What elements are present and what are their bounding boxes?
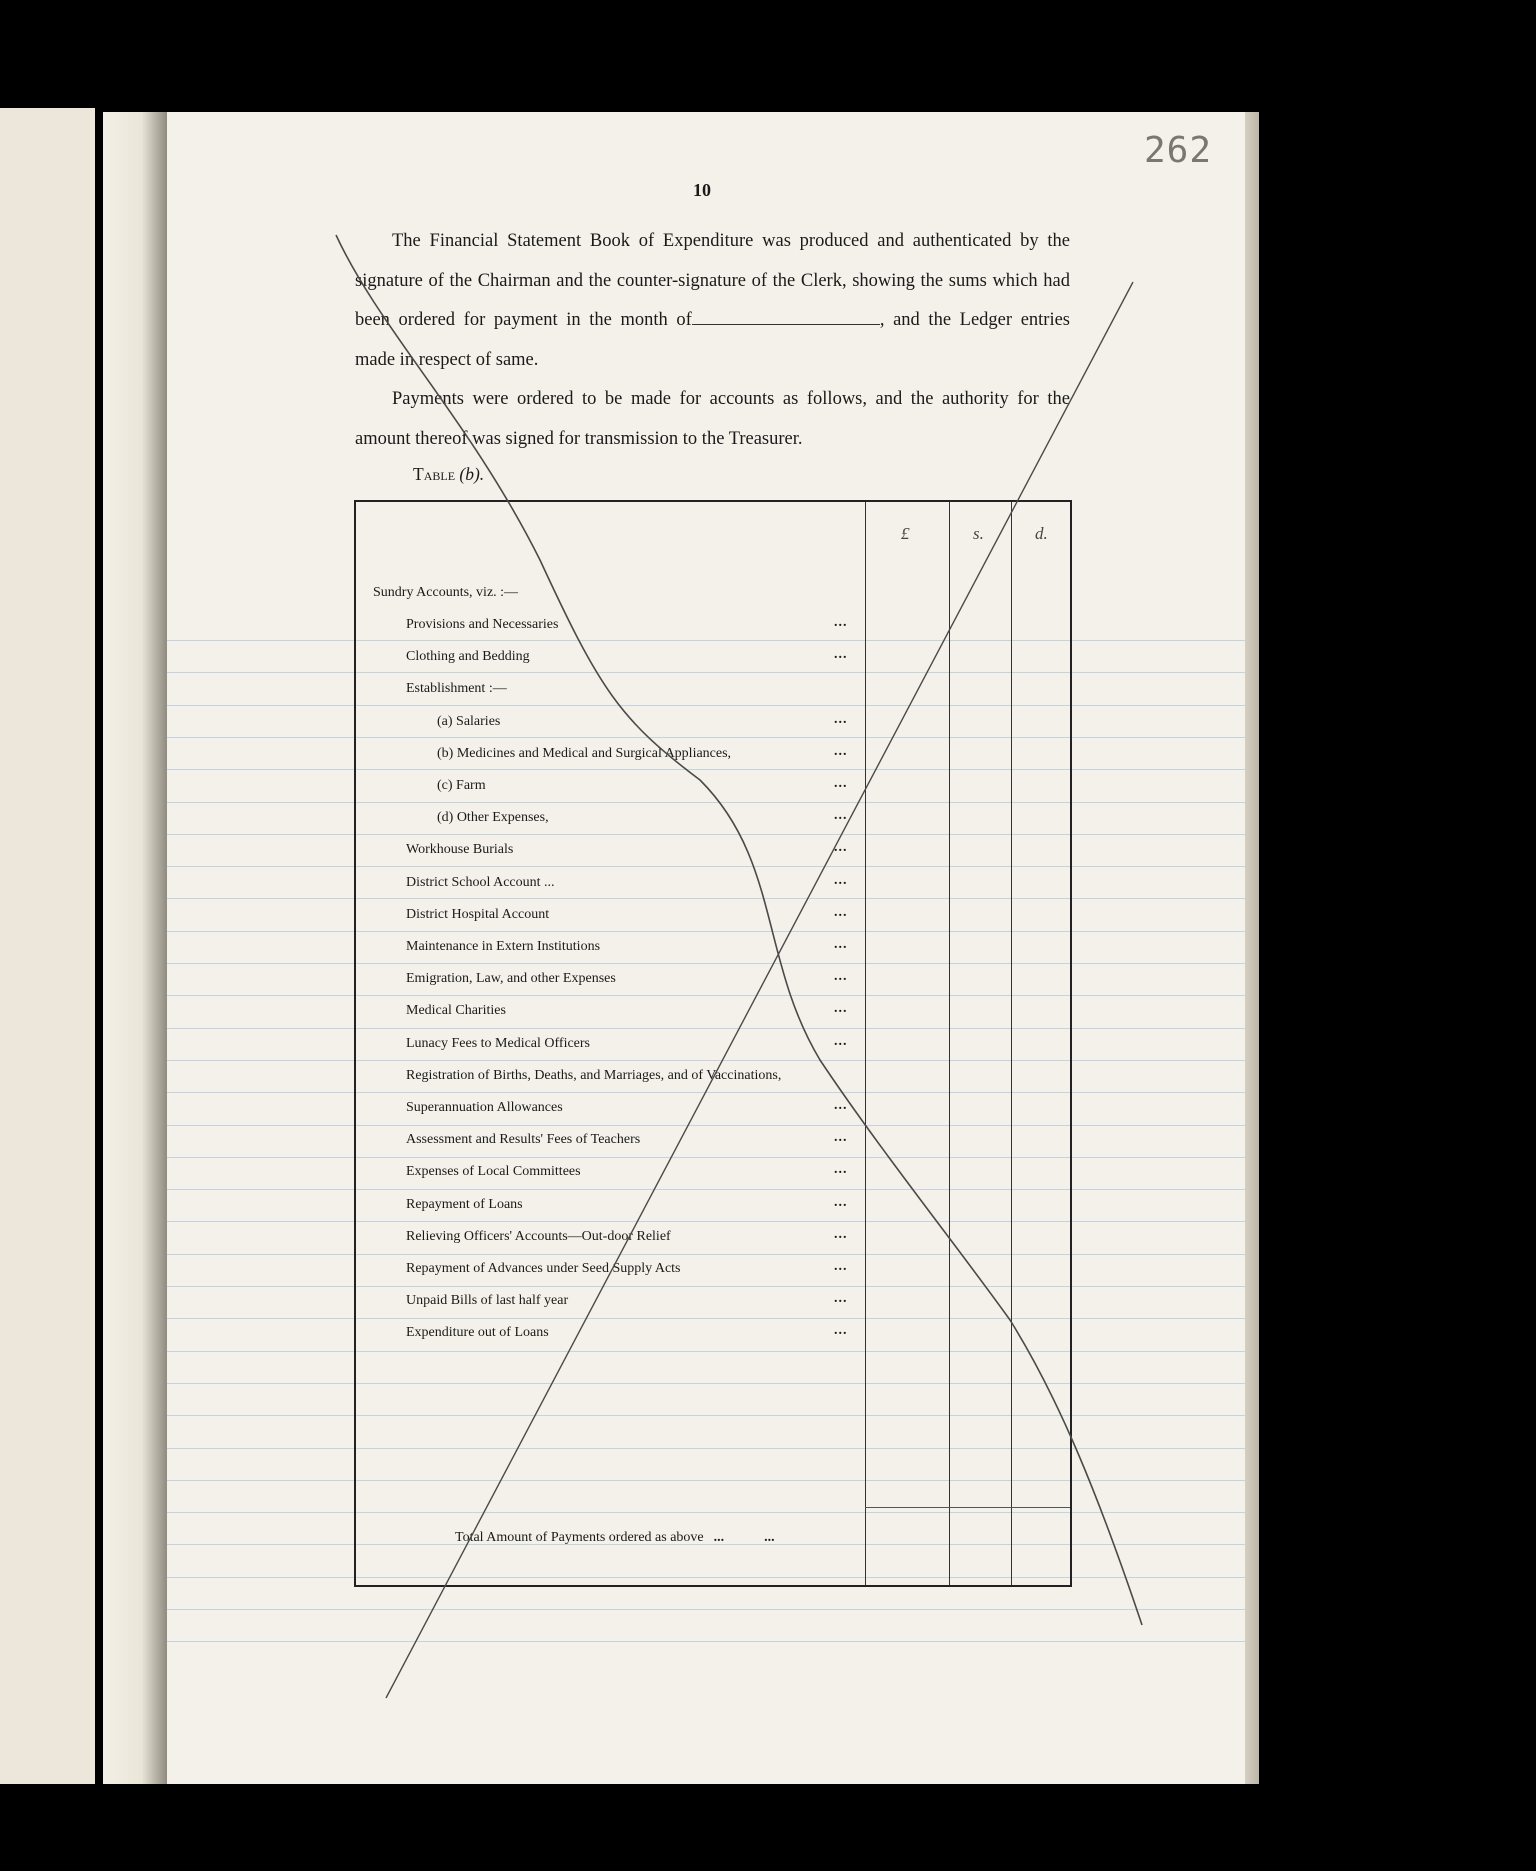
table-row: Repayment of Loans <box>406 1196 523 1212</box>
table-row: Clothing and Bedding <box>406 649 530 665</box>
table-row: Medical Charities <box>406 1003 506 1019</box>
row-leader: ... <box>834 1226 848 1242</box>
row-leader: ... <box>834 1291 848 1307</box>
row-leader: ... <box>834 904 848 920</box>
table-row: Superannuation Allowances <box>406 1100 563 1115</box>
pence-header: d. <box>1035 524 1048 543</box>
table-row: District Hospital Account <box>406 906 550 922</box>
table-row: Establishment :— <box>406 681 507 697</box>
table-row: (d) Other Expenses, <box>437 810 549 826</box>
total-text: Total Amount of Payments ordered as above <box>455 1530 704 1545</box>
row-leader: ... <box>834 776 848 791</box>
row-leader: ... <box>834 840 848 856</box>
table-row: Registration of Births, Deaths, and Marriages, and of Vaccinations, <box>406 1067 782 1083</box>
row-leader: ... <box>834 937 848 952</box>
table-row: Unpaid Bills of last half year <box>406 1293 569 1309</box>
row-leader: ... <box>834 615 848 630</box>
cancellation-line <box>386 282 1133 1698</box>
row-leader: ... <box>834 872 848 888</box>
table-row: (a) Salaries <box>437 713 501 729</box>
paragraph1-end: , and the Ledger entries made in respect of same. <box>355 310 1071 370</box>
table-row: Expenditure out of Loans <box>406 1325 549 1341</box>
page-number: 10 <box>693 180 711 200</box>
table-label-word: Table <box>413 464 456 484</box>
table-row: (b) Medicines and Medical and Surgical Appliances, <box>437 745 732 761</box>
table-row: (c) Farm <box>437 778 486 793</box>
table-row: Maintenance in Extern Institutions <box>406 939 601 954</box>
row-leader: ... <box>834 1162 848 1178</box>
table-row: Expenses of Local Committees <box>406 1164 581 1180</box>
table-row: Workhouse Burials <box>406 842 514 858</box>
cancellation-curve <box>336 235 1142 1625</box>
folio-number: 262 <box>1144 130 1213 171</box>
row-leader: ... <box>834 1323 848 1339</box>
row-leader: ... <box>834 808 848 824</box>
row-leader: ... <box>834 1033 848 1049</box>
paragraph2-text: Payments were ordered to be made for accounts as follows, and the authority for the amount thereof was signed for transmission to the Treasurer. <box>355 389 1070 449</box>
row-leader: ... <box>834 1098 848 1113</box>
table-row: Repayment of Advances under Seed Supply Acts <box>406 1261 681 1276</box>
table-row: District School Account ... <box>406 874 555 890</box>
row-leader: ... <box>834 711 848 727</box>
sundry-heading: Sundry Accounts, viz. :— <box>373 585 519 600</box>
row-leader: ... <box>834 647 848 663</box>
table-label-ref: (b). <box>459 464 485 484</box>
pounds-header: £ <box>901 524 910 543</box>
row-leader: ... <box>834 969 848 985</box>
row-leader: ... <box>834 1130 848 1146</box>
shillings-header: s. <box>973 524 984 543</box>
row-leader: ... <box>834 743 848 759</box>
table-row: Lunacy Fees to Medical Officers <box>406 1035 591 1051</box>
row-leader: ... <box>834 1259 848 1274</box>
table-row: Relieving Officers' Accounts—Out-door Relief <box>406 1228 671 1244</box>
row-leader: ... <box>834 1194 848 1210</box>
table-row: Provisions and Necessaries <box>406 617 559 632</box>
paragraph1-text: The Financial Statement Book of Expenditure was produced and authenticated by the signature of the Chairman and the counter-signature of the Clerk, showing the sums which had been ordered for payment in the month of <box>355 231 1070 330</box>
table-row: Assessment and Results' Fees of Teachers <box>406 1132 641 1148</box>
table-row: Emigration, Law, and other Expenses <box>406 971 616 987</box>
row-leader: ... <box>834 1001 848 1017</box>
total-leader-2: ... <box>764 1530 775 1545</box>
total-leader-1: ... <box>713 1530 725 1545</box>
